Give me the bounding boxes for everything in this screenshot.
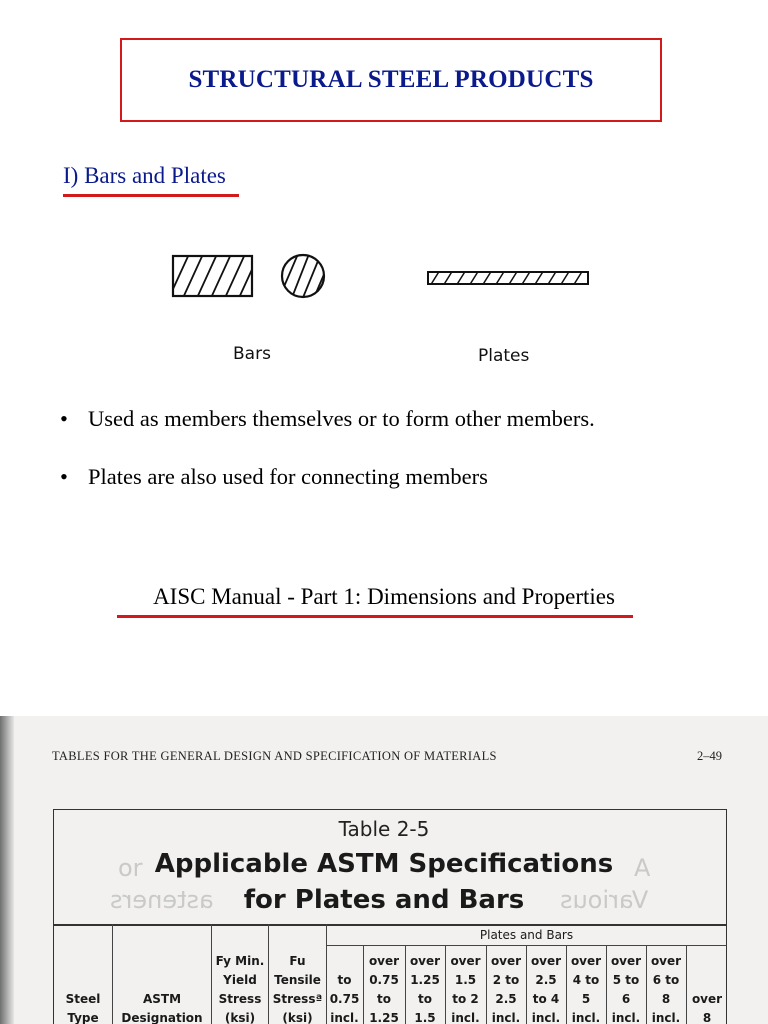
bleed-through-text: asteners [110,886,214,914]
column-header: Fu Tensile Stressª (ksi) [272,954,323,1024]
plates-bars-header: Plates and Bars [479,928,574,942]
column-divider [112,924,113,1024]
table-header-rule [53,924,727,926]
column-header: over 1.25 to 1.5 [409,954,441,1024]
column-header: over 2 to 2.5 incl. [490,954,522,1024]
bullet-text: Plates are also used for connecting members [88,464,488,489]
slide-title: STRUCTURAL STEEL PRODUCTS [188,66,594,93]
list-item [60,405,750,433]
section-underline [63,194,239,197]
column-divider [686,945,687,1024]
bleed-through-text: Various [560,886,649,914]
table-title [0,846,768,918]
column-header: over 0.75 to 1.25 [368,954,400,1024]
bullet-list [60,405,750,521]
reference-text: AISC Manual - Part 1: Dimensions and Properties [153,584,615,609]
column-header: over 1.5 to 2 incl. [450,954,481,1024]
bleed-through-text: or [118,854,143,882]
column-header: over 6 to 8 incl. [650,954,682,1024]
bars-plates-figure [0,240,768,380]
table-label: Table 2-5 [338,817,430,841]
bullet-icon: • [60,464,68,489]
bleed-through-text: A [634,854,651,882]
plate-icon [428,270,588,286]
bullet-text: Used as members themselves or to form other members. [88,406,595,431]
scanned-manual-page [0,716,768,1024]
table-title-line1: Applicable ASTM Specifications [154,849,614,879]
column-divider [268,924,269,1024]
column-header: over 2.5 to 4 incl. [530,954,562,1024]
list-item [60,463,750,491]
plates-label: Plates [478,346,530,366]
reference-underline [117,615,633,618]
round-bar-icon [280,254,331,300]
column-header: over 8 [691,992,723,1024]
column-header: to 0.75 incl. [329,973,360,1024]
running-head: TABLES FOR THE GENERAL DESIGN AND SPECIFICATION OF MATERIALS [52,749,497,763]
column-header: Fy Min. Yield Stress (ksi) [215,954,265,1024]
bars-plates-drawing [0,240,768,380]
column-header: Steel Type [65,992,101,1024]
bars-label: Bars [233,344,271,364]
column-header: over 5 to 6 incl. [610,954,642,1024]
table-title-line2: for Plates and Bars [243,885,525,915]
column-header: over 4 to 5 incl. [570,954,602,1024]
rectangular-bar-icon [168,252,260,300]
page-number: 2–49 [697,749,722,763]
column-header: ASTM Designation [121,992,203,1024]
column-divider [211,924,212,1024]
bullet-icon: • [60,406,68,431]
title-box [120,38,662,122]
section-heading: I) Bars and Plates [63,163,226,188]
